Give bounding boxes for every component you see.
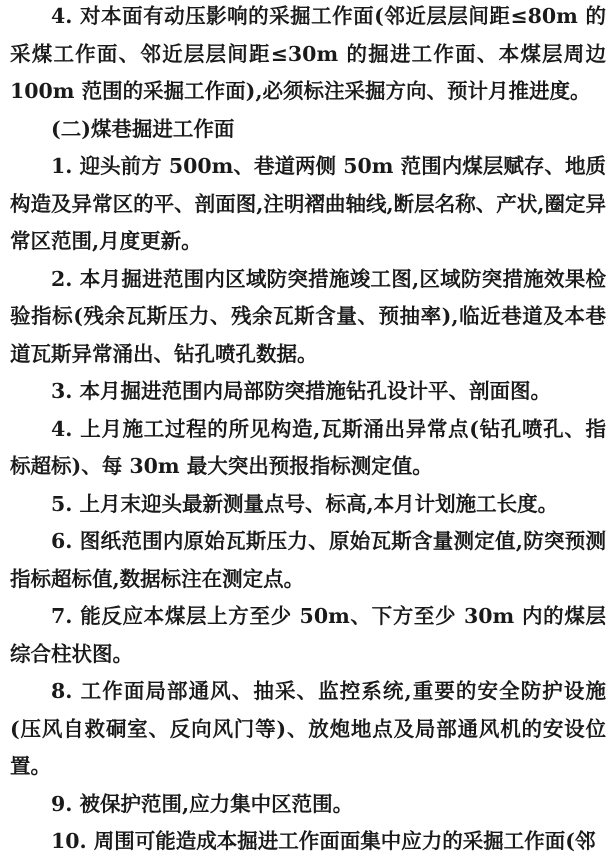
paragraph-item-6-gas-pressure: 6. 图纸范围内原始瓦斯压力、原始瓦斯含量测定值,防突预测指标超标值,数据标注在测定点。 (10, 529, 606, 591)
paragraph-item-1-geology: 1. 迎头前方 500m、巷道两侧 50m 范围内煤层赋存、地质构造及异常区的平、剖面图,注明褶曲轴线,断层名称、产状,圈定异常区范围,月度更新。 (10, 154, 606, 253)
paragraph-item-4-structures: 4. 上月施工过程的所见构造,瓦斯涌出异常点(钻孔喷孔、指标超标)、每 30m 最大突出预报指标测定值。 (10, 416, 606, 478)
paragraph-item-8-ventilation: 8. 工作面局部通风、抽采、监控系统,重要的安全防护设施(压风自救硐室、反向风门等)、放炮地点及局部通风机的安设位置。 (10, 679, 606, 778)
paragraph-item-4-mining-faces: 4. 对本面有动压影响的采掘工作面(邻近层层间距≤80m 的采煤工作面、邻近层层间距≤30m 的掘进工作面、本煤层周边 100m 范围的采掘工作面),必须标注采掘方向、预计月推进度。 (10, 4, 606, 103)
paragraph-item-7-column-chart: 7. 能反应本煤层上方至少 50m、下方至少 30m 内的煤层综合柱状图。 (10, 604, 606, 666)
paragraph-item-5-survey-point: 5. 上月末迎头最新测量点号、标高,本月计划施工长度。 (51, 491, 559, 516)
section-heading-coal-roadway: (二)煤巷掘进工作面 (51, 116, 235, 141)
paragraph-item-2-regional-measures: 2. 本月掘进范围内区域防突措施竣工图,区域防突措施效果检验指标(残余瓦斯压力、残余瓦斯含量、预抽率),临近巷道及本巷道瓦斯异常涌出、钻孔喷孔数据。 (10, 266, 606, 366)
paragraph-item-9-protected-range: 9. 被保护范围,应力集中区范围。 (51, 791, 354, 816)
paragraph-item-3-local-measures: 3. 本月掘进范围内局部防突措施钻孔设计平、剖面图。 (51, 379, 552, 403)
paragraph-item-10-surrounding-faces: 10. 周围可能造成本掘进工作面面集中应力的采掘工作面(邻 (51, 829, 596, 853)
